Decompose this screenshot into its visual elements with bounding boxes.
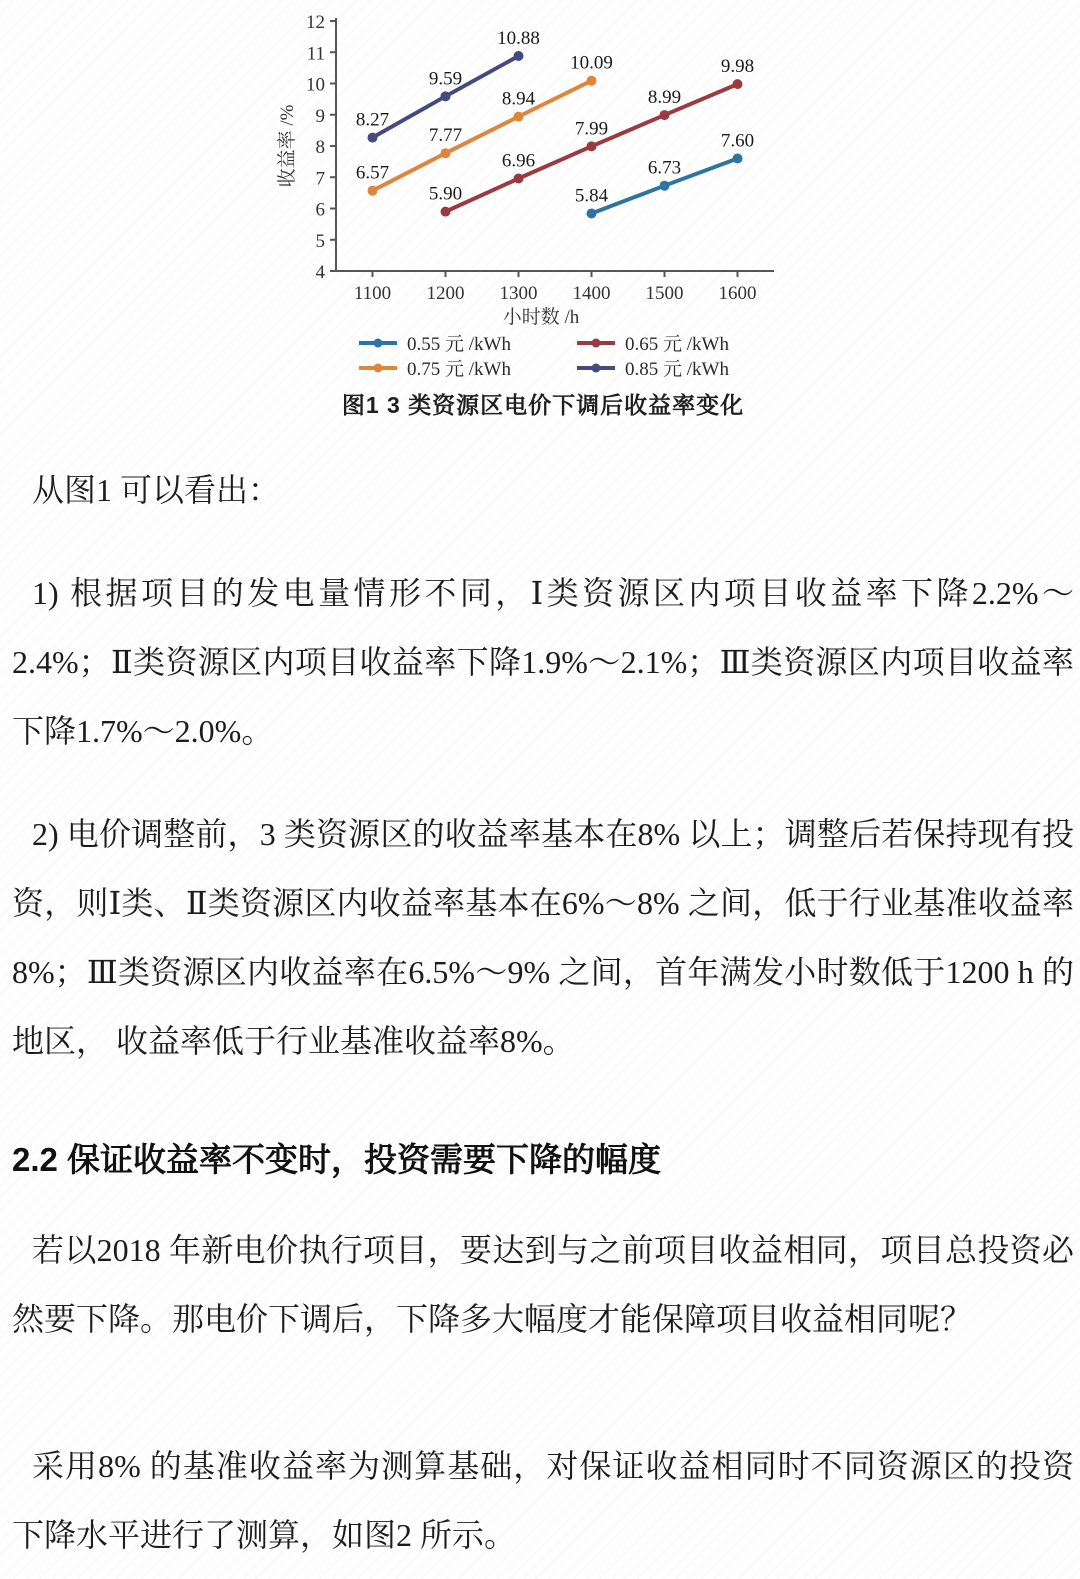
x-tick-label: 1400 [572, 283, 611, 304]
data-point [660, 181, 670, 191]
data-label: 7.77 [428, 125, 463, 147]
legend-marker-icon [357, 337, 399, 349]
figure1-plot [269, 6, 817, 328]
legend-row [269, 355, 817, 380]
legend-item [575, 354, 729, 381]
data-label: 8.99 [647, 87, 682, 109]
data-label: 5.84 [574, 185, 609, 207]
data-label: 7.99 [574, 118, 609, 140]
legend-item [357, 329, 511, 356]
data-label: 9.98 [720, 56, 755, 78]
data-point [368, 186, 378, 196]
data-label: 7.60 [720, 130, 755, 152]
data-point [368, 133, 378, 143]
chart-legend [269, 330, 817, 380]
data-point [587, 141, 597, 151]
legend-item-label: 0.75 元 /kWh [407, 359, 511, 380]
section-heading: 2.2 保证收益率不变时，投资需要下降的幅度 [12, 1141, 662, 1178]
paragraph-1: 1) 根据项目的发电量情形不同，Ⅰ类资源区内项目收益率下降2.2%～2.4%；Ⅱ类资源区内项目收益率下降1.9%～2.1%；Ⅲ类资源区内项目收益率下降1.7%～2.0%。 [12, 575, 1074, 749]
y-tick-label: 12 [306, 12, 325, 33]
paragraph-2: 2) 电价调整前，3 类资源区的收益率基本在8% 以上；调整后若保持现有投资，则Ⅰ类、Ⅱ类资源区内收益率基本在6%～8% 之间，低于行业基准收益率8%；Ⅲ类资源区内收益率在6.5%～9% 之间，首年满发小时数低于1200 h 的地区， 收益率低于行业基准收益率8%。 [12, 816, 1074, 1059]
y-tick-label: 6 [315, 199, 325, 221]
legend-marker-icon [575, 337, 617, 349]
legend-marker-icon [575, 362, 617, 374]
data-point [441, 207, 451, 217]
figure1 [269, 6, 817, 420]
legend-row [269, 330, 817, 355]
data-point [441, 91, 451, 101]
data-point [441, 148, 451, 158]
y-tick-label: 7 [315, 168, 325, 190]
figure1-caption: 图1 3 类资源区电价下调后收益率变化 [341, 392, 745, 418]
data-point [514, 112, 524, 122]
data-point [587, 209, 597, 219]
x-tick-label: 1300 [499, 283, 538, 304]
data-label: 6.57 [355, 162, 390, 184]
y-tick-label: 5 [315, 230, 325, 252]
data-label: 10.09 [570, 52, 613, 74]
series-line [373, 81, 592, 191]
y-tick-label: 9 [315, 105, 325, 127]
legend-item [357, 354, 511, 381]
data-label: 8.94 [501, 88, 536, 110]
y-tick-label: 8 [315, 137, 325, 158]
data-label: 5.90 [428, 183, 463, 205]
paragraph-3: 若以2018 年新电价执行项目，要达到与之前项目收益相同，项目总投资必然要下降。那电价下调后，下降多大幅度才能保障项目收益相同呢？ [12, 1232, 1074, 1337]
article-page [0, 6, 1080, 1579]
y-tick-label: 4 [315, 262, 325, 283]
x-tick-label: 1200 [426, 283, 465, 304]
y-tick-label: 11 [306, 43, 325, 65]
legend-item-label: 0.65 元 /kWh [625, 334, 729, 355]
data-label: 8.27 [355, 109, 390, 131]
data-point [514, 174, 524, 184]
data-point [514, 51, 524, 61]
data-label: 6.73 [647, 157, 682, 179]
data-point [733, 79, 743, 89]
legend-item-label: 0.55 元 /kWh [407, 334, 511, 355]
intro-text: 从图1 可以看出： [32, 472, 281, 508]
legend-item-label: 0.85 元 /kWh [625, 359, 729, 380]
y-axis-title: 收益率 /% [277, 104, 298, 188]
x-axis-title: 小时数 /h [502, 307, 580, 328]
data-point [587, 76, 597, 86]
paragraph-4: 采用8% 的基准收益率为测算基础，对保证收益相同时不同资源区的投资下降水平进行了测算，如图2 所示。 [12, 1448, 1074, 1553]
x-tick-label: 1500 [645, 283, 684, 304]
legend-marker-icon [357, 362, 399, 374]
y-tick-label: 10 [306, 74, 325, 96]
data-label: 10.88 [497, 28, 540, 49]
x-tick-label: 1600 [718, 283, 757, 304]
data-label: 9.59 [428, 68, 463, 90]
legend-item [575, 329, 729, 356]
x-tick-label: 1100 [353, 283, 392, 304]
data-point [660, 110, 670, 120]
data-label: 6.96 [501, 150, 536, 172]
data-point [733, 154, 743, 164]
